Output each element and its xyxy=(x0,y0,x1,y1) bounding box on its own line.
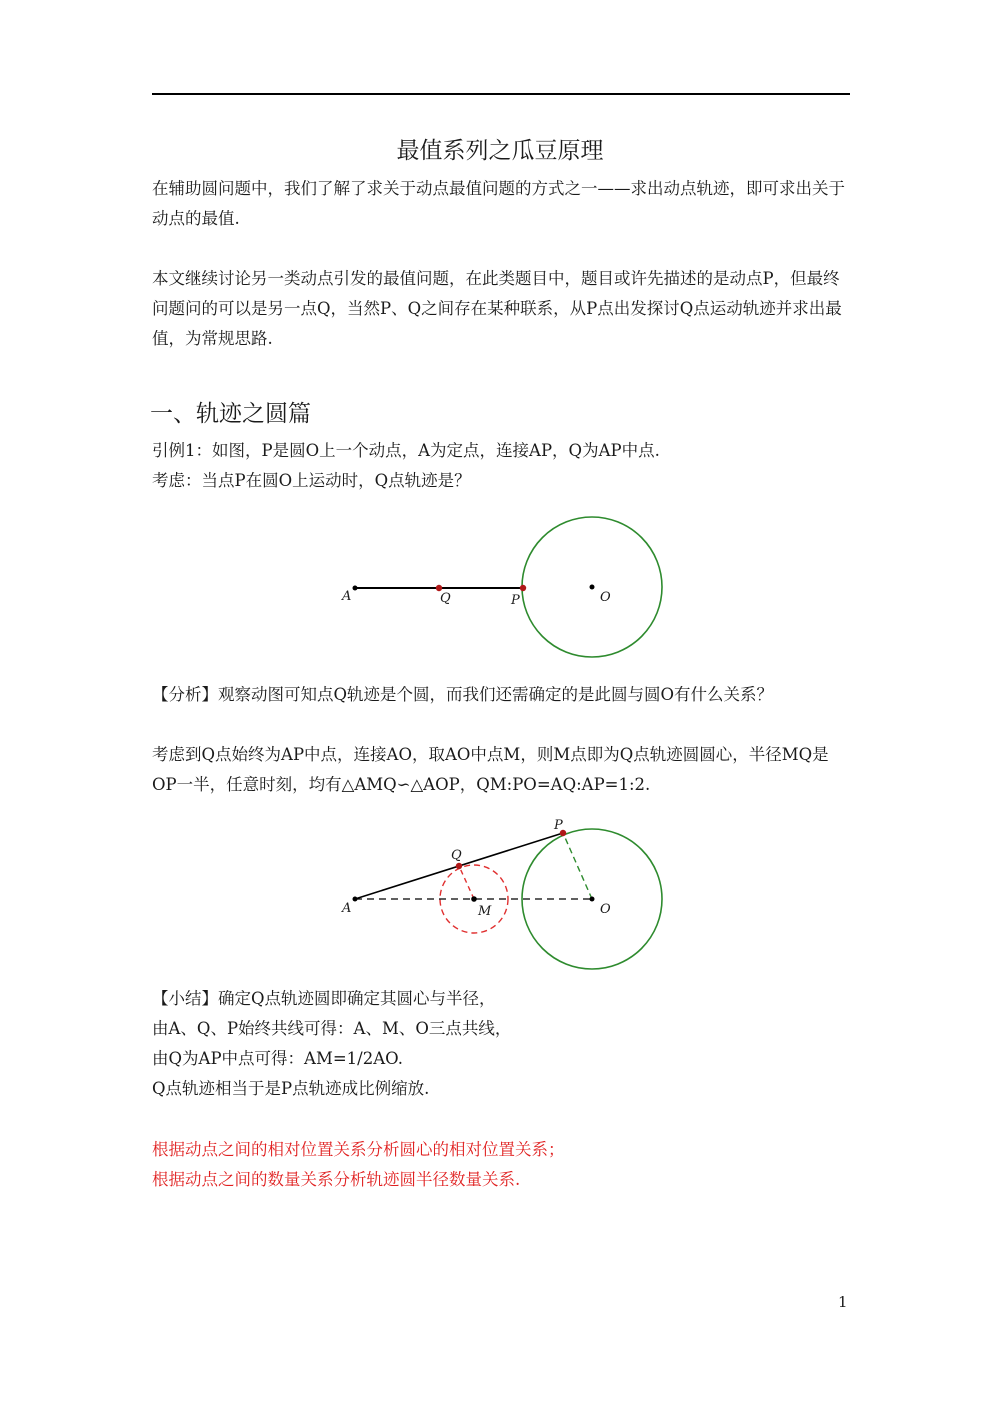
point-A xyxy=(353,897,358,902)
label-M: M xyxy=(478,904,492,919)
summary-line-1: 【小结】确定Q点轨迹圆即确定其圆心与半径， xyxy=(152,989,496,1008)
label-O: O xyxy=(600,902,611,917)
highlight-line-2: 根据动点之间的数量关系分析轨迹圆半径数量关系. xyxy=(152,1170,521,1189)
point-A xyxy=(353,586,358,591)
point-P xyxy=(520,585,526,591)
intro-paragraph-2: 本文继续讨论另一类动点引发的最值问题，在此类题目中，题目或许先描述的是动点P，但最终问题问的可以是另一点Q，当然P、Q之间存在某种联系，从P点出发探讨Q点运动轨迹并求出最值，为常规思路. xyxy=(152,269,842,348)
example-line-1: 引例1：如图，P是圆O上一个动点，A为定点，连接AP，Q为AP中点. xyxy=(152,441,660,460)
intro-paragraph-1: 在辅助圆问题中，我们了解了求关于动点最值问题的方式之一——求出动点轨迹，即可求出关于动点的最值. xyxy=(152,179,845,228)
page-title: 最值系列之瓜豆原理 xyxy=(396,138,604,164)
analysis-paragraph: 【分析】观察动图可知点Q轨迹是个圆，而我们还需确定的是此圆与圆O有什么关系？ xyxy=(152,685,774,704)
point-O xyxy=(590,585,595,590)
summary-line-3: 由Q为AP中点可得：AM=1/2AO. xyxy=(152,1049,403,1068)
label-Q: Q xyxy=(451,848,462,863)
point-M xyxy=(471,896,477,902)
label-Q: Q xyxy=(440,591,451,606)
label-P: P xyxy=(511,593,520,608)
figure-1 xyxy=(330,512,680,667)
segment-OP-dashed xyxy=(563,833,592,899)
segment-MQ-dashed xyxy=(459,866,474,899)
summary-line-2: 由A、Q、P始终共线可得：A、M、O三点共线， xyxy=(152,1019,512,1038)
point-Q xyxy=(456,863,462,869)
example-line-2: 考虑：当点P在圆O上运动时，Q点轨迹是？ xyxy=(152,471,471,490)
label-A: A xyxy=(342,901,352,916)
header-rule xyxy=(152,93,850,95)
section-heading-1: 一、轨迹之圆篇 xyxy=(150,401,311,427)
label-P: P xyxy=(554,818,563,833)
page-number: 1 xyxy=(838,1293,848,1311)
figure-2 xyxy=(330,815,680,975)
highlight-line-1: 根据动点之间的相对位置关系分析圆心的相对位置关系； xyxy=(152,1140,565,1159)
label-A: A xyxy=(342,589,352,604)
consider-paragraph: 考虑到Q点始终为AP中点，连接AO，取AO中点M，则M点即为Q点轨迹圆圆心，半径MQ是OP一半，任意时刻，均有△AMQ∽△AOP，QM:PO=AQ:AP=1:2. xyxy=(152,745,829,794)
summary-line-4: Q点轨迹相当于是P点轨迹成比例缩放. xyxy=(152,1079,430,1098)
label-O: O xyxy=(600,590,611,605)
point-O xyxy=(590,897,595,902)
